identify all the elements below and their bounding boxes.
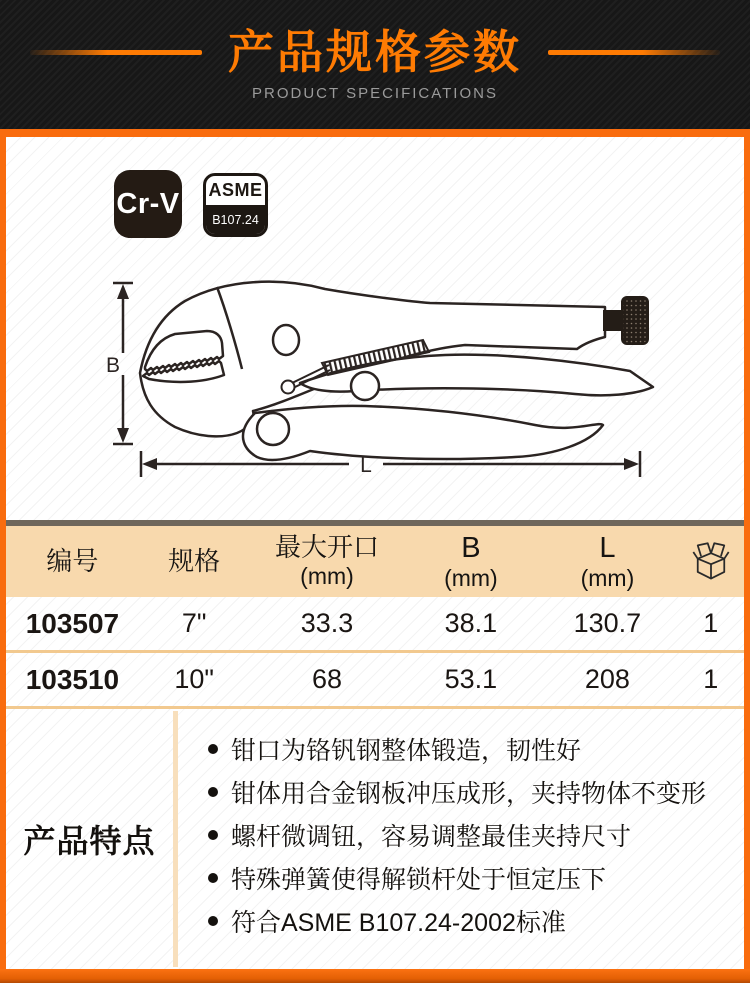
features-divider [173,711,178,967]
table-row [6,597,744,650]
feature-item [208,770,734,813]
pliers-technical-drawing [85,263,685,499]
features-heading: 产品特点 [23,823,156,859]
bullet-icon [208,873,218,883]
feature-text: 螺杆微调钮，容易调整最佳夹持尺寸 [231,822,632,851]
bullet-icon [208,744,218,754]
cell-max-opening: 33.3 [300,608,354,638]
pliers-upper-body [140,282,653,460]
feature-text: 特殊弹簧使得解锁杆处于恒定压下 [231,865,607,894]
features-list [208,727,734,942]
page-title: 产品规格参数 [228,26,522,78]
bullet-icon [208,787,218,797]
cell-qty: 1 [703,664,719,694]
cell-size: 10" [174,664,214,694]
cell-qty: 1 [703,608,719,638]
cell-dim-l: 130.7 [573,608,642,638]
cell-max-opening: 68 [311,664,343,694]
header-size: 规格 [168,545,221,576]
feature-item [208,856,734,899]
crv-badge [114,170,182,238]
bottom-frame [0,969,750,983]
product-features-section [6,709,744,969]
feature-item [208,727,734,770]
feature-item [208,899,734,942]
lower-handle [243,406,603,460]
asme-badge-code: B107.24 [206,205,265,234]
page-subtitle: PRODUCT SPECIFICATIONS [252,85,498,102]
dimension-b-label: B [105,354,121,377]
banner-title-row [30,26,720,78]
pivot-hole [257,413,289,445]
cell-part-number: 103507 [25,607,120,639]
spec-card [6,137,744,969]
cell-dim-l: 208 [584,664,630,694]
carton-icon [692,541,730,583]
asme-badge [203,173,268,237]
deco-line-right [548,50,720,55]
cell-size: 7" [181,608,207,638]
dimension-l-label: L [360,454,372,477]
feature-item [208,813,734,856]
crv-badge-label: Cr-V [116,187,180,220]
table-row [6,653,744,706]
pliers-drawing-svg [85,263,685,499]
body-hole [273,325,299,355]
feature-text: 符合ASME B107.24-2002标准 [231,908,566,937]
asme-badge-org: ASME [208,180,263,200]
bullet-icon [208,830,218,840]
feature-text: 钳体用合金钢板冲压成形，夹持物体不变形 [231,779,707,808]
header-max-opening: 最大开口 (mm) [274,532,379,590]
adjusting-knob [603,296,649,345]
deco-line-left [30,50,202,55]
header-dim-b: B (mm) [444,531,498,591]
cell-part-number: 103510 [25,663,120,695]
lever-hole [351,372,379,400]
banner [0,0,750,129]
header-part-number: 编号 [46,545,99,576]
table-header-row [6,526,744,597]
spring-anchor [282,381,295,394]
cell-dim-b: 53.1 [444,664,498,694]
header-packing [678,526,744,597]
header-dim-l: L (mm) [580,531,635,591]
badges [114,170,268,238]
cell-dim-b: 38.1 [444,608,498,638]
bullet-icon [208,916,218,926]
feature-text: 钳口为铬钒钢整体锻造，韧性好 [231,736,582,765]
